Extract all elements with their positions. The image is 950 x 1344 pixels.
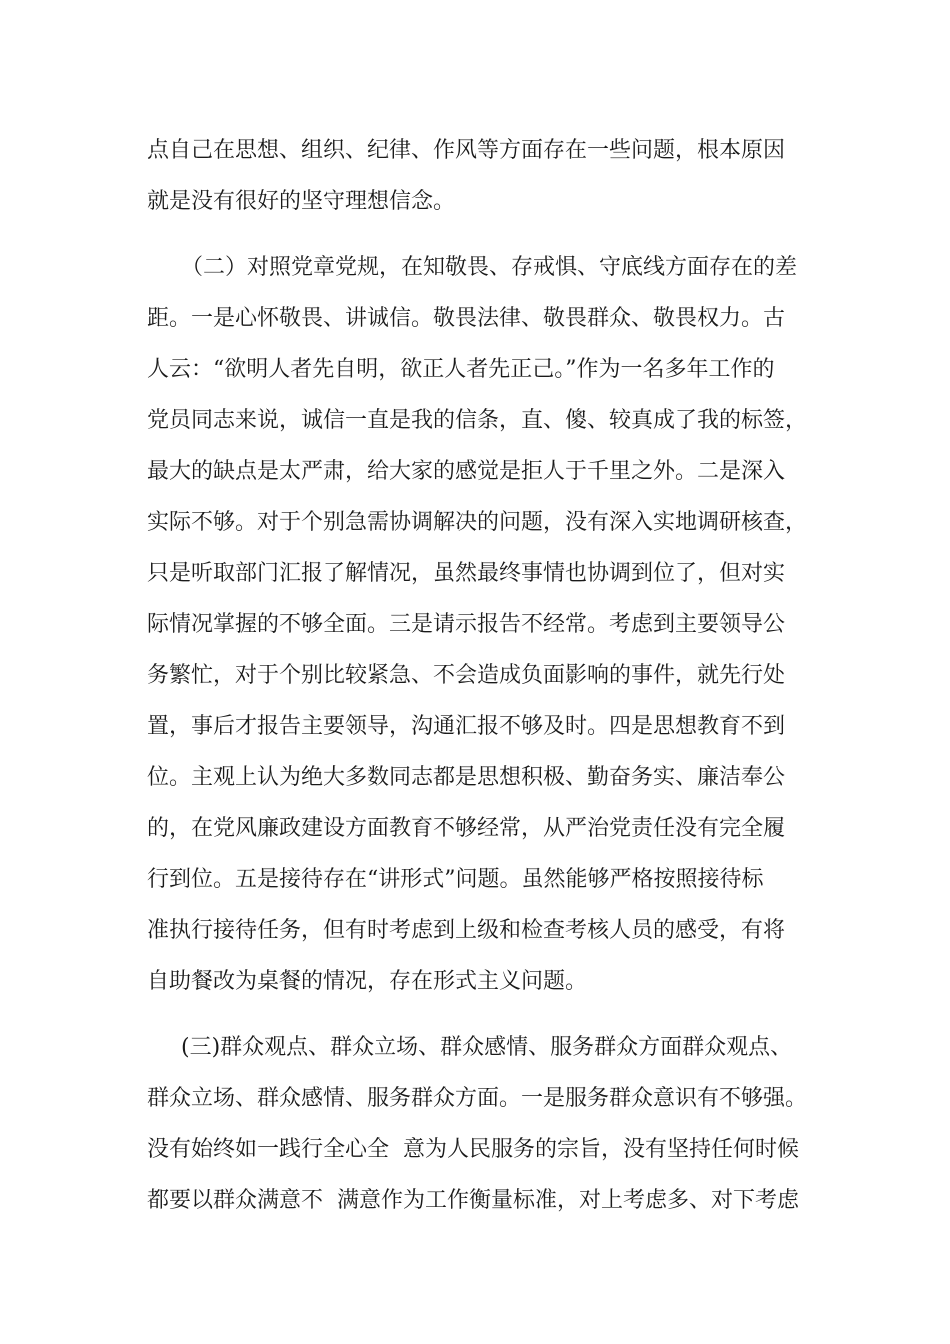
text-line: 人云：“欲明人者先自明，欲正人者先正己。”作为一名多年工作的 — [147, 357, 775, 382]
text-line: (三)群众观点、群众立场、群众感情、服务群众方面群众观点、 — [181, 1035, 793, 1060]
text-line: 点自己在思想、组织、纪律、作风等方面存在一些问题，根本原因 — [147, 138, 786, 163]
text-line: 位。主观上认为绝大多数同志都是思想积极、勤奋务实、廉洁奉公 — [147, 765, 786, 790]
text-line: 自助餐改为桌餐的情况，存在形式主义问题。 — [147, 969, 588, 994]
text-line: 只是听取部门汇报了解情况，虽然最终事情也协调到位了，但对实 — [147, 561, 786, 586]
text-line: 准执行接待任务，但有时考虑到上级和检查考核人员的感受，有将 — [147, 918, 786, 943]
text-line: 实际不够。对于个别急需协调解决的问题，没有深入实地调研核查， — [147, 510, 808, 535]
text-line: 距。一是心怀敬畏、讲诚信。敬畏法律、敬畏群众、敬畏权力。古 — [147, 306, 786, 331]
text-line: 行到位。五是接待存在“讲形式”问题。虽然能够严格按照接待标 — [147, 867, 764, 892]
text-line: 最大的缺点是太严肃，给大家的感觉是拒人于千里之外。二是深入 — [147, 459, 786, 484]
text-line: （二）对照党章党规，在知敬畏、存戒惧、守底线方面存在的差 — [181, 255, 798, 280]
text-line: 就是没有很好的坚守理想信念。 — [147, 189, 456, 214]
text-line: 都要以群众满意不 满意作为工作衡量标准，对上考虑多、对下考虑 — [147, 1188, 799, 1213]
text-line: 群众立场、群众感情、服务群众方面。一是服务群众意识有不够强。 — [147, 1086, 808, 1111]
text-line: 没有始终如一践行全心全 意为人民服务的宗旨，没有坚持任何时候 — [147, 1137, 799, 1162]
text-line: 际情况掌握的不够全面。三是请示报告不经常。考虑到主要领导公 — [147, 612, 786, 637]
text-line: 的，在党风廉政建设方面教育不够经常，从严治党责任没有完全履 — [147, 816, 786, 841]
text-line: 党员同志来说，诚信一直是我的信条，直、傻、较真成了我的标签， — [147, 408, 808, 433]
text-line: 置，事后才报告主要领导，沟通汇报不够及时。四是思想教育不到 — [147, 714, 786, 739]
text-line: 务繁忙，对于个别比较紧急、不会造成负面影响的事件，就先行处 — [147, 663, 786, 688]
